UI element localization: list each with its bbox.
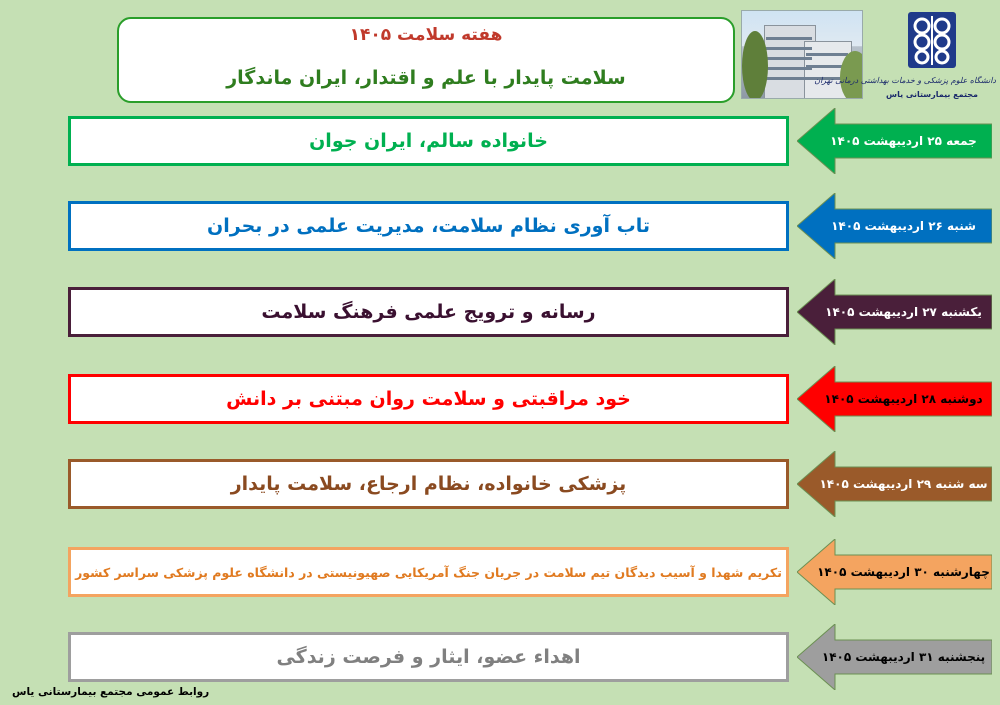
theme-box-7 — [68, 632, 789, 682]
date-label-1: جمعه ۲۵ اردیبهشت ۱۴۰۵ — [830, 134, 977, 148]
theme-box-2 — [68, 201, 789, 251]
title-week: هفته سلامت ۱۴۰۵ — [349, 25, 503, 45]
title-slogan: سلامت پایدار با علم و اقتدار، ایران ماندگار — [226, 67, 626, 89]
theme-box-5 — [68, 459, 789, 509]
theme-box-6 — [68, 547, 789, 597]
theme-box-1 — [68, 116, 789, 166]
date-arrow-2 — [797, 193, 992, 259]
date-arrow-7 — [797, 624, 992, 690]
date-label-2: شنبه ۲۶ اردیبهشت ۱۴۰۵ — [831, 219, 976, 233]
logo-university-name: دانشگاه علوم پزشکی و خدمات بهداشتی درمانی تهران — [814, 76, 996, 85]
logo-hospital-name: مجتمع بیمارستانی یاس — [886, 90, 978, 99]
date-arrow-3 — [797, 279, 992, 345]
date-label-4: دوشنبه ۲۸ اردیبهشت ۱۴۰۵ — [824, 392, 983, 406]
theme-text-6: تکریم شهدا و آسیب دیدگان تیم سلامت در جریان جنگ آمریکایی صهیونیستی در دانشگاه علوم پزشکی سراسر کشور — [75, 564, 782, 580]
theme-text-2: تاب آوری نظام سلامت، مدیریت علمی در بحران — [207, 215, 650, 237]
title-box — [117, 17, 735, 103]
date-label-7: پنجشنبه ۳۱ اردیبهشت ۱۴۰۵ — [821, 650, 986, 664]
date-arrow-1 — [797, 108, 992, 174]
theme-box-4 — [68, 374, 789, 424]
university-logo — [814, 8, 996, 108]
date-label-5: سه شنبه ۲۹ اردیبهشت ۱۴۰۵ — [819, 477, 988, 491]
date-arrow-5 — [797, 451, 992, 517]
theme-text-7: اهداء عضو، ایثار و فرصت زندگی — [276, 646, 581, 668]
theme-text-4: خود مراقبتی و سلامت روان مبتنی بر دانش — [226, 388, 631, 410]
theme-text-3: رسانه و ترویج علمی فرهنگ سلامت — [261, 301, 596, 323]
hospital-photo — [741, 10, 863, 99]
date-arrow-4 — [797, 366, 992, 432]
footer-credit: روابط عمومی مجتمع بیمارستانی یاس — [12, 686, 210, 698]
date-label-3: یکشنبه ۲۷ اردیبهشت ۱۴۰۵ — [825, 305, 982, 319]
theme-text-5: پزشکی خانواده، نظام ارجاع، سلامت پایدار — [230, 473, 627, 495]
theme-text-1: خانواده سالم، ایران جوان — [309, 130, 548, 152]
theme-box-3 — [68, 287, 789, 337]
university-logo-icon — [906, 10, 958, 70]
date-arrow-6 — [797, 539, 992, 605]
date-label-6: چهارشنبه ۳۰ اردیبهشت ۱۴۰۵ — [817, 565, 990, 579]
